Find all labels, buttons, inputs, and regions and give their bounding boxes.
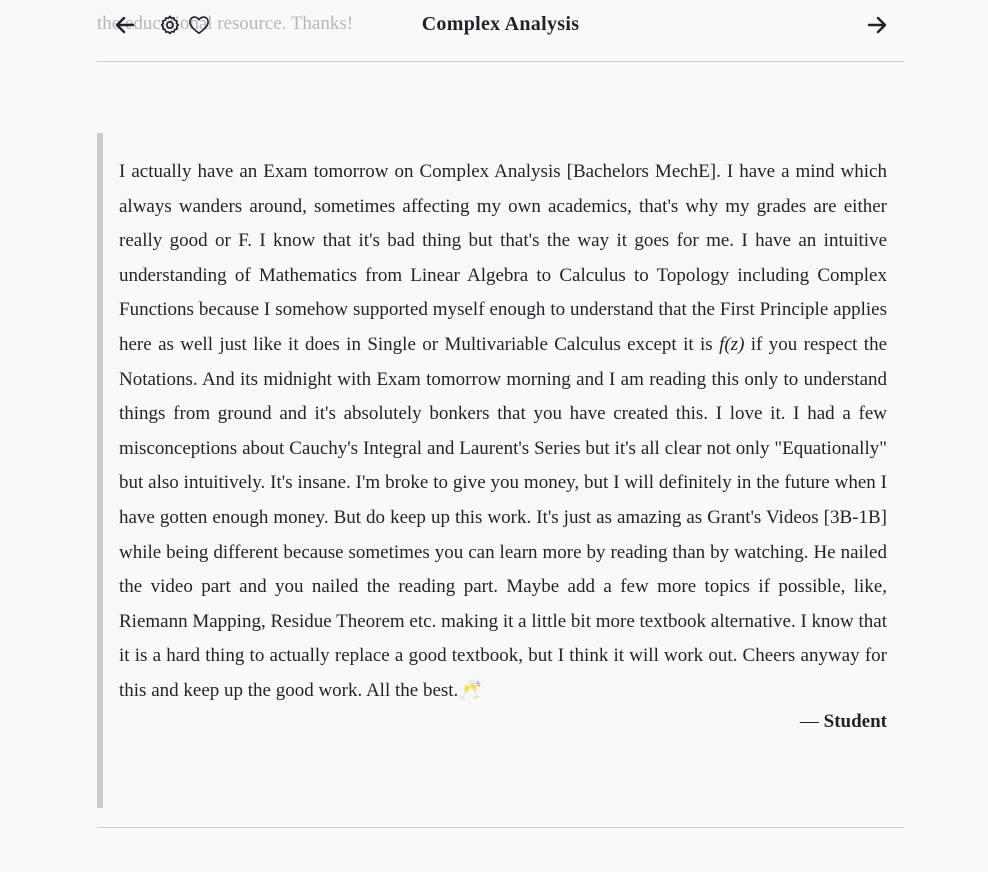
testimonial-attribution xyxy=(119,711,887,733)
page-title: Complex Analysis xyxy=(421,13,580,35)
scrolled-text-behind-header: the educational resource. Thanks! xyxy=(97,13,354,34)
math-expression: f(z) xyxy=(719,333,745,355)
testimonial-text xyxy=(119,155,887,709)
attribution-dash: — xyxy=(799,710,819,732)
bottom-divider xyxy=(97,827,904,828)
attribution-name: Student xyxy=(823,710,887,732)
testimonial-blockquote xyxy=(97,133,887,808)
top-navigation-bar xyxy=(97,0,904,62)
forward-button[interactable] xyxy=(864,12,890,38)
testimonial-text-part-1: I actually have an Exam tomorrow on Complex Analysis [Bachelors MechE]. I have a mind which always wanders around, sometimes affecting my own academics, that's why my grades are either really good or F. I know that it's bad thing but that's the way it goes for me. I have an intuitive understanding of Mathematics from Linear Algebra to Calculus to Topology including Complex Functions because I somehow supported myself enough to understand that the First Principle applies here as well just like it does in Single or Multivariable Calculus except it is xyxy=(119,161,887,355)
testimonial-text-part-2: if you respect the Notations. And its midnight with Exam tomorrow morning and I am reading this only to understand things from ground and it's absolutely bonkers that you have created this. I love it. I had a few misconceptions about Cauchy's Integral and Laurent's Series but it's all clear not only "Equationally" but also intuitively. It's insane. I'm broke to give you money, but I will definitely in the future when I have gotten enough money. But do keep up this work. It's just as amazing as Grant's Videos [3B-1B] while being different because sometimes you can learn more by reading than by watching. He nailed the video part and you nailed the reading part. Maybe add a few more topics if possible, like, Riemann Mapping, Residue Theorem etc. making it a little bit more textbook alternative. I know that it is a hard thing to actually replace a good textbook, but I think it will work out. Cheers anyway for this and keep up the good work. All the best. xyxy=(119,333,888,701)
champagne-emoji: 🥂 xyxy=(458,679,482,701)
arrow-right-icon xyxy=(867,16,887,34)
